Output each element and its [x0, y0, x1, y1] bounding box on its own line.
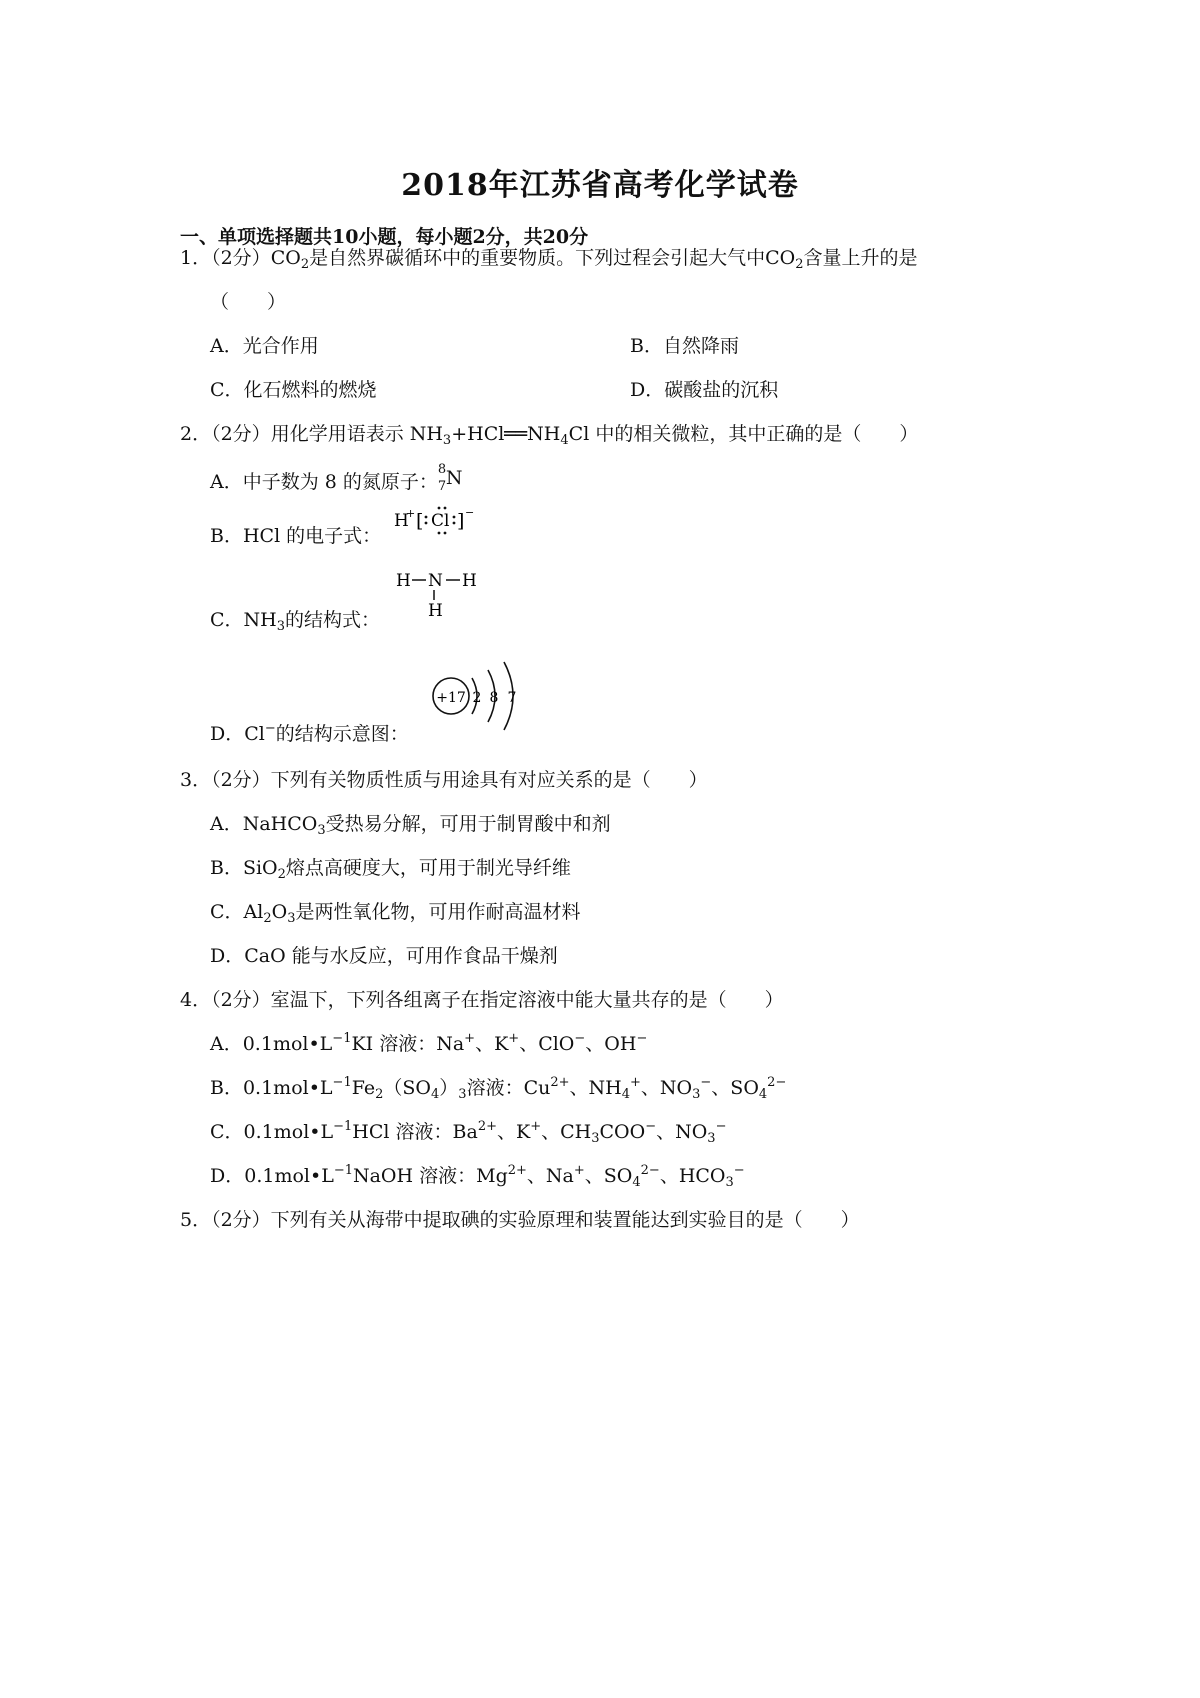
nitrogen-isotope-notation: 8 7 N [437, 462, 463, 494]
electron-dot [438, 507, 441, 510]
left-bracket: [ [416, 510, 424, 532]
question-1-paren: （ ） [210, 291, 287, 313]
question-3-option-d: D．CaO 能与水反应，可用作食品干燥剂 [210, 945, 558, 967]
electron-dot [444, 507, 447, 510]
electron-formula-cl: Cl [431, 511, 450, 531]
electron-dot [425, 522, 428, 525]
shell-3-count: 7 [507, 690, 517, 706]
right-bracket: ] [457, 510, 465, 532]
shell-2-count: 8 [489, 690, 499, 706]
question-2-stem: 2．（2分）用化学用语表示 $NH_3+HCl══NH_4Cl$ 中的相关微粒，其中正确的是（ ） [180, 423, 919, 448]
electron-dot [425, 516, 428, 519]
chloride-ion-structure-diagram [430, 648, 540, 744]
question-4-option-a: A．$0.1mol•L^{-1}KI$ 溶液：Na+、K+、ClO−、OH− [210, 1031, 648, 1055]
question-2-option-a: A．中子数为 8 的氮原子： 8 7 N [210, 462, 463, 494]
question-3-stem: 3．（2分）下列有关物质性质与用途具有对应关系的是（ ） [180, 769, 708, 791]
question-1-option-a: A．光合作用 [210, 335, 319, 357]
electron-dot [438, 532, 441, 535]
question-4-option-b: B．$0.1mol•L^{-1}Fe_2(SO_4)_3$溶液：$Cu^{2+}$、$NH_4^+$、$NO_3^-$、$SO_4^{2-}$ [210, 1075, 787, 1102]
question-1-option-b: B．自然降雨 [630, 335, 739, 357]
structure-h-bottom: H [428, 601, 443, 621]
electron-dot [444, 532, 447, 535]
question-3-option-b: B．SiO$_2$熔点高硬度大，可用于制光导纤维 [210, 857, 571, 882]
question-5-stem: 5．（2分）下列有关从海带中提取碘的实验原理和装置能达到实验目的是（ ） [180, 1209, 860, 1231]
electron-formula-h: H [394, 511, 409, 531]
question-4-option-c: C．$0.1mol•L^{-1}HCl$ 溶液：$Ba^{2+}$、K+、$CH_3COO^-$、$NO_3^-$ [210, 1119, 727, 1146]
question-1-stem: 1．（2分）$CO_2$是自然界碳循环中的重要物质。下列过程会引起大气中$CO_2$含量上升的是 [180, 247, 918, 272]
nh3-structural-formula [396, 564, 486, 624]
question-4-option-d: D．$0.1mol•L^{-1}NaOH$ 溶液：$Mg^{2+}$、Na+、$SO_4^{2-}$、$HCO_3^-$ [210, 1163, 745, 1190]
electron-formula-plus: + [406, 507, 416, 520]
question-4-stem: 4．（2分）室温下，下列各组离子在指定溶液中能大量共存的是（ ） [180, 989, 784, 1011]
electron-dot [453, 516, 456, 519]
nucleus-charge: +17 [436, 690, 466, 706]
question-1-option-c: C．化石燃料的燃烧 [210, 379, 377, 401]
question-2-option-c: C．$NH_3$的结构式： [210, 609, 381, 634]
structure-h-left: H [396, 571, 411, 591]
electron-formula-minus: − [465, 506, 475, 519]
question-2-option-d: D．Cl−的结构示意图： [210, 721, 409, 745]
page-title: 2018年江苏省高考化学试卷 [401, 168, 799, 203]
structure-h-right: H [462, 571, 477, 591]
question-2-option-b: B．HCl 的电子式： [210, 525, 382, 547]
section-heading: 一、单项选择题共10小题，每小题2分，共20分 [180, 226, 589, 248]
hcl-electron-formula [394, 504, 484, 544]
structure-n: N [428, 571, 443, 591]
question-3-option-c: C．$Al_2O_3$是两性氧化物，可用作耐高温材料 [210, 901, 581, 926]
shell-1-count: 2 [472, 690, 482, 706]
electron-dot [453, 522, 456, 525]
question-1-option-d: D．碳酸盐的沉积 [630, 379, 779, 401]
question-3-option-a: A．NaHCO$_3$受热易分解，可用于制胃酸中和剂 [210, 813, 611, 838]
